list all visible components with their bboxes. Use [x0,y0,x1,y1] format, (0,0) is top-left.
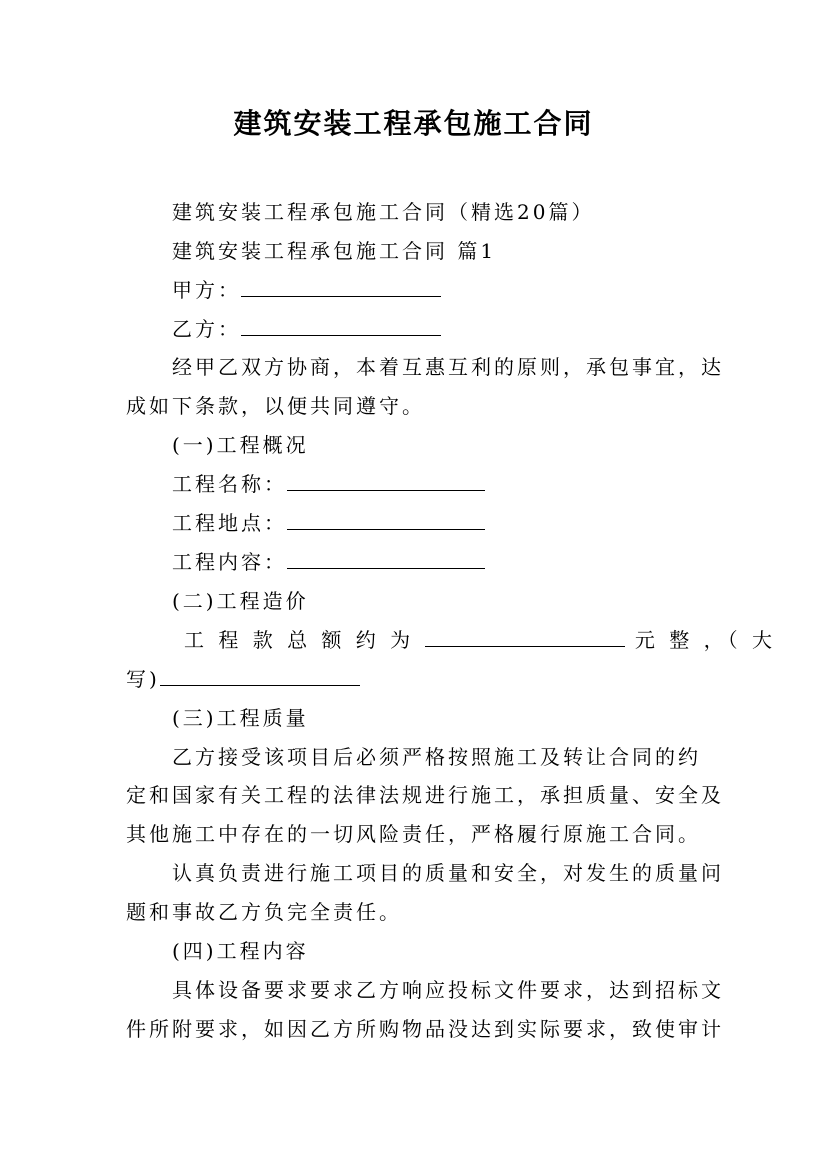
project-location-blank [287,509,485,530]
doc-line-party-a [172,276,441,304]
project-name-blank [287,470,485,491]
party-b-blank [241,315,441,336]
party-a-blank [241,276,441,297]
doc-line-collection-title: 建筑安装工程承包施工合同（精选20篇） [172,200,595,224]
amount-words-blank [160,665,360,686]
doc-line-content-1: 具体设备要求要求乙方响应投标文件要求，达到招标文 [172,978,724,1002]
doc-line-quality-4: 认真负责进行施工项目的质量和安全，对发生的质量问 [172,861,724,885]
doc-line-project-location [172,509,485,537]
document-title: 建筑安装工程承包施工合同 [233,107,594,140]
doc-line-quality-5: 题和事故乙方负完全责任。 [126,900,402,924]
doc-line-quality-1: 乙方接受该项目后必须严格按照施工及转让合同的约 [172,745,701,769]
doc-line-heading-content: (四)工程内容 [172,939,309,963]
doc-line-preamble-1: 经甲乙双方协商，本着互惠互利的原则，承包事宜，达 [172,355,724,379]
total-amount-suffix: 元 整 ，（ 大 [634,628,776,652]
project-content-blank [287,548,485,569]
doc-line-content-2: 件所附要求，如因乙方所购物品没达到实际要求，致使审计 [126,1017,724,1041]
doc-line-project-content [172,548,485,576]
total-amount-text: 工 程 款 总 额 约 为 [184,628,415,652]
project-name-label: 工程名称： [172,472,287,496]
party-b-label: 乙方： [172,317,241,341]
doc-line-heading-quality: (三)工程质量 [172,706,309,730]
doc-line-amount-words [126,665,360,693]
total-amount-blank [425,626,625,647]
doc-line-section-title: 建筑安装工程承包施工合同 篇1 [172,239,497,263]
doc-line-quality-3: 其他施工中存在的一切风险责任，严格履行原施工合同。 [126,822,701,846]
doc-line-heading-overview: (一)工程概况 [172,433,309,457]
doc-line-total-amount [184,626,776,654]
doc-line-heading-cost: (二)工程造价 [172,589,309,613]
doc-line-preamble-2: 成如下条款，以便共同遵守。 [126,394,425,418]
doc-line-quality-2: 定和国家有关工程的法律法规进行施工，承担质量、安全及 [126,783,724,807]
project-location-label: 工程地点： [172,511,287,535]
amount-words-label: 写) [126,667,160,691]
doc-line-party-b [172,315,441,343]
doc-line-project-name [172,470,485,498]
project-content-label: 工程内容： [172,550,287,574]
party-a-label: 甲方： [172,278,241,302]
